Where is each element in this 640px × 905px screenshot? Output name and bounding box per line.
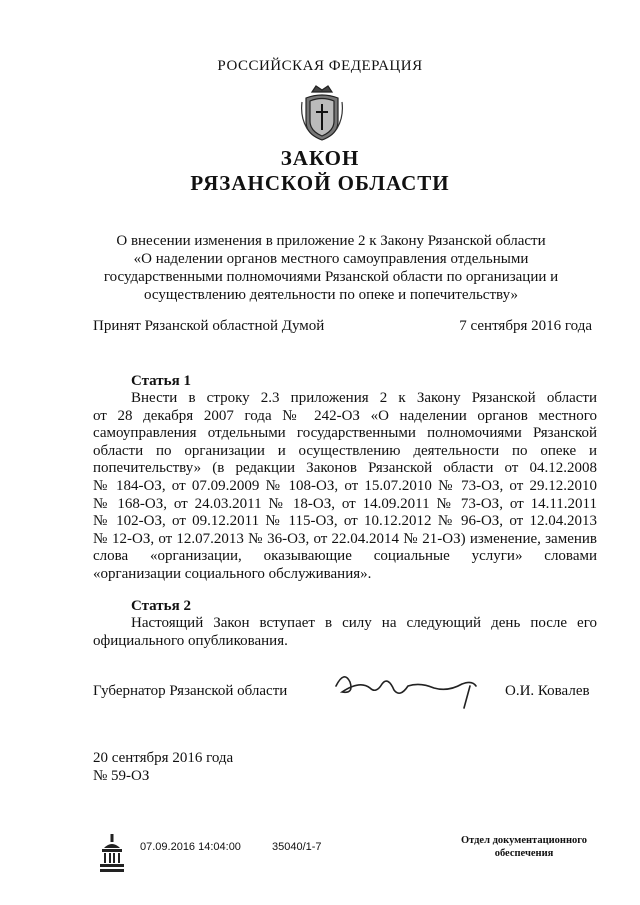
law-subject (96, 232, 566, 304)
article-line: № 12-ОЗ, от 12.07.2013 № 36-ОЗ, от 22.04.2014 № 21-ОЗ) изменение, заменив (93, 530, 597, 547)
article-2-heading: Статья 2 (131, 598, 191, 614)
signatory-position: Губернатор Рязанской области (93, 683, 288, 699)
handwritten-signature-icon (330, 664, 480, 712)
issue-date: 20 сентября 2016 года (93, 750, 234, 766)
law-title-line: ЗАКОН (280, 146, 360, 170)
law-title (0, 146, 640, 196)
article-line: «организации социального обслуживания». (93, 565, 372, 582)
article-1-text (93, 390, 597, 584)
article-line: попечительству» (в редакции Законов Рязанской области от 04.12.2008 (93, 460, 597, 477)
subject-line: О внесении изменения в приложение 2 к Закону Рязанской области (116, 233, 546, 249)
department-line: Отдел документационного (460, 835, 588, 846)
duma-logo-icon (98, 834, 126, 874)
article-line: области по организации и осуществлению деятельности по опеке и (93, 442, 597, 459)
article-line: Внести в строку 2.3 приложения 2 к Закону Рязанской области (131, 390, 597, 406)
article-line: № 102-ОЗ, от 09.12.2011 № 115-ОЗ, от 10.12.2012 № 96-ОЗ, от 12.04.2013 (93, 513, 597, 530)
article-line: № 184-ОЗ, от 07.09.2009 № 108-ОЗ, от 15.07.2010 № 73-ОЗ, от 29.12.2010 (93, 477, 597, 494)
subject-line: «О наделении органов местного самоуправления отдельными (133, 251, 529, 267)
registration-number: 35040/1-7 (272, 841, 322, 853)
signatory-name: О.И. Ковалев (505, 683, 590, 699)
issue-block (93, 749, 233, 785)
subject-line: государственными полномочиями Рязанской области по организации и (103, 269, 559, 285)
country-name: РОССИЙСКАЯ ФЕДЕРАЦИЯ (217, 58, 423, 74)
subject-line: осуществлению деятельности по опеке и попечительству» (144, 287, 518, 303)
article-2-text (93, 615, 597, 650)
registration-datetime: 07.09.2016 14:04:00 (140, 841, 241, 853)
article-line: № 168-ОЗ, от 24.03.2011 № 18-ОЗ, от 14.09.2011 № 73-ОЗ, от 14.11.2011 (93, 495, 597, 512)
article-line: официального опубликования. (93, 632, 288, 649)
department-line: обеспечения (494, 848, 554, 859)
article-1-heading: Статья 1 (131, 373, 191, 389)
department-stamp (448, 834, 600, 860)
article-line: слова «организации, оказывающие социальные услуги» словами (93, 548, 597, 565)
issue-number: № 59-ОЗ (93, 768, 150, 784)
law-title-line: РЯЗАНСКОЙ ОБЛАСТИ (190, 171, 450, 195)
article-line: Настоящий Закон вступает в силу на следующий день после его (131, 615, 597, 631)
article-line: самоуправления отдельными государственными полномочиями Рязанской (93, 425, 597, 442)
article-line: от 28 декабря 2007 года № 242-ОЗ «О наделении органов местного (93, 407, 597, 424)
adoption-date: 7 сентября 2016 года (459, 318, 592, 334)
ryazan-coat-of-arms-icon (298, 82, 346, 144)
adopting-body: Принят Рязанской областной Думой (93, 318, 325, 334)
